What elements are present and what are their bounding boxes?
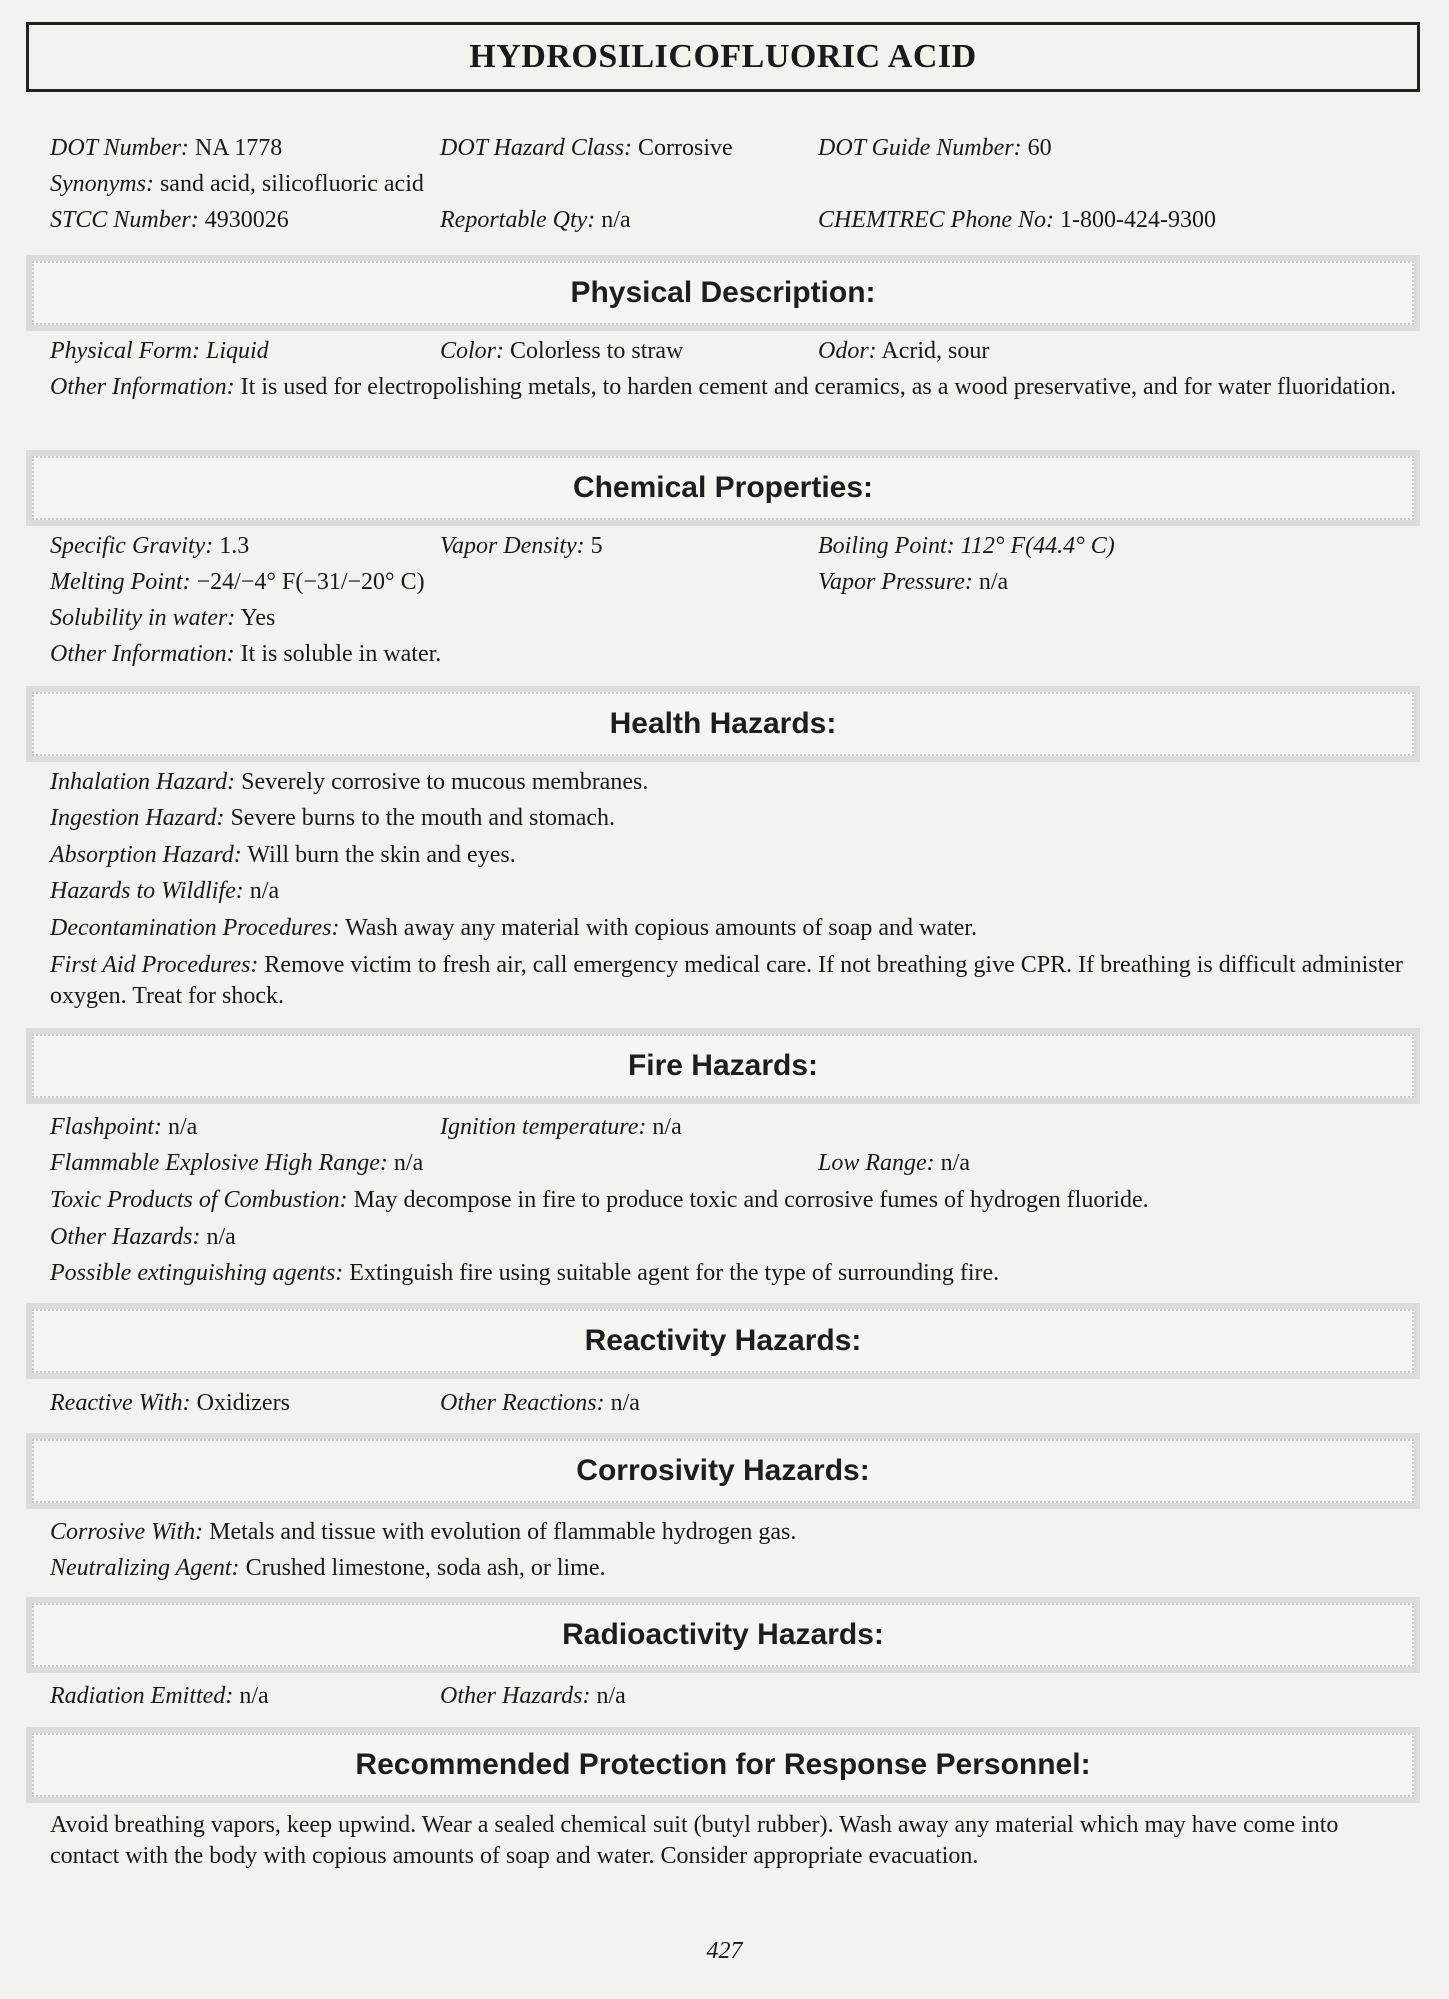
section-heading-protection: Recommended Protection for Response Personnel: xyxy=(26,1727,1420,1803)
synonyms-label: Synonyms: xyxy=(50,171,154,197)
reportable-qty-value: n/a xyxy=(601,207,631,233)
physical-form xyxy=(50,336,269,366)
specific-gravity xyxy=(50,531,249,561)
boiling-point xyxy=(818,531,1115,561)
chemical-other-label: Other Information: xyxy=(50,641,235,667)
stcc-number-label: STCC Number: xyxy=(50,207,199,233)
section-heading-radioactivity: Radioactivity Hazards: xyxy=(26,1597,1420,1673)
fire-other-hazards xyxy=(50,1222,236,1252)
reportable-qty xyxy=(440,205,631,235)
reactive-with xyxy=(50,1388,290,1418)
physical-odor-label: Odor: xyxy=(818,338,877,364)
extinguishing-value: Extinguish fire using suitable agent for the type of surrounding fire. xyxy=(349,1260,1000,1286)
vapor-density-value: 5 xyxy=(590,533,603,559)
physical-odor-value: Acrid, sour xyxy=(881,338,990,364)
physical-other-value: It is used for electropolishing metals, to harden cement and ceramics, as a wood preservative, and for water fluoridation. xyxy=(240,374,1397,400)
chemtrec-phone-label: CHEMTREC Phone No: xyxy=(818,207,1054,233)
dot-hazard-class xyxy=(440,133,733,163)
ingestion-hazard xyxy=(50,803,615,833)
vapor-density xyxy=(440,531,603,561)
inhalation-value: Severely corrosive to mucous membranes. xyxy=(241,769,649,795)
dot-hazard-class-value: Corrosive xyxy=(638,135,733,161)
other-reactions-value: n/a xyxy=(610,1390,640,1416)
decontamination-label: Decontamination Procedures: xyxy=(50,915,340,941)
radiation-emitted xyxy=(50,1681,269,1711)
extinguishing-label: Possible extinguishing agents: xyxy=(50,1260,344,1286)
melting-point-label: Melting Point: xyxy=(50,569,191,595)
solubility-value: Yes xyxy=(240,605,276,631)
flashpoint xyxy=(50,1112,197,1142)
flashpoint-label: Flashpoint: xyxy=(50,1114,162,1140)
reactive-with-label: Reactive With: xyxy=(50,1390,191,1416)
wildlife-value: n/a xyxy=(249,878,280,904)
extinguishing-agents xyxy=(50,1258,999,1288)
low-range-label: Low Range: xyxy=(818,1150,935,1176)
section-heading-health: Health Hazards: xyxy=(26,686,1420,762)
dot-hazard-class-label: DOT Hazard Class: xyxy=(440,135,633,161)
solubility-label: Solubility in water: xyxy=(50,605,236,631)
page-number: 427 xyxy=(706,1938,743,1964)
boiling-point-label: Boiling Point: xyxy=(818,533,955,559)
chemical-other-value: It is soluble in water. xyxy=(240,641,442,667)
corrosive-with xyxy=(50,1517,796,1547)
first-aid-label: First Aid Procedures: xyxy=(50,952,259,978)
physical-odor xyxy=(818,336,989,366)
first-aid-value: Remove victim to fresh air, call emergency medical care. If not breathing give CPR. If breathing is difficult administer oxygen. Treat for shock. xyxy=(50,952,1403,1009)
section-heading-corrosivity: Corrosivity Hazards: xyxy=(26,1433,1420,1509)
section-heading-reactivity: Reactivity Hazards: xyxy=(26,1303,1420,1379)
ingestion-value: Severe burns to the mouth and stomach. xyxy=(230,805,616,831)
chemtrec-phone xyxy=(818,205,1216,235)
low-range-value: n/a xyxy=(940,1150,970,1176)
toxic-products-value: May decompose in fire to produce toxic and corrosive fumes of hydrogen fluoride. xyxy=(353,1187,1149,1213)
vapor-density-label: Vapor Density: xyxy=(440,533,585,559)
reportable-qty-label: Reportable Qty: xyxy=(440,207,596,233)
vapor-pressure-value: n/a xyxy=(978,569,1009,595)
radio-other-hazards-value: n/a xyxy=(596,1683,626,1709)
physical-color-label: Color: xyxy=(440,338,505,364)
stcc-number-value: 4930026 xyxy=(204,207,289,233)
section-heading-fire: Fire Hazards: xyxy=(26,1028,1420,1104)
melting-point-value: −24/−4° F(−31/−20° C) xyxy=(196,569,425,595)
neutralizing-agent xyxy=(50,1553,606,1583)
wildlife-label: Hazards to Wildlife: xyxy=(50,878,244,904)
flashpoint-value: n/a xyxy=(168,1114,198,1140)
ingestion-label: Ingestion Hazard: xyxy=(50,805,225,831)
inhalation-hazard xyxy=(50,767,648,797)
section-heading-chemical: Chemical Properties: xyxy=(26,450,1420,526)
solubility xyxy=(50,603,275,633)
high-range-label: Flammable Explosive High Range: xyxy=(50,1150,388,1176)
inhalation-label: Inhalation Hazard: xyxy=(50,769,236,795)
toxic-products-label: Toxic Products of Combustion: xyxy=(50,1187,348,1213)
corrosive-with-value: Metals and tissue with evolution of flammable hydrogen gas. xyxy=(209,1519,797,1545)
dot-guide-number xyxy=(818,133,1052,163)
fire-other-hazards-label: Other Hazards: xyxy=(50,1224,201,1250)
absorption-value: Will burn the skin and eyes. xyxy=(247,842,516,868)
radio-other-hazards xyxy=(440,1681,626,1711)
radio-other-hazards-label: Other Hazards: xyxy=(440,1683,591,1709)
synonyms xyxy=(50,169,424,199)
dot-number-label: DOT Number: xyxy=(50,135,189,161)
section-heading-physical: Physical Description: xyxy=(26,255,1420,331)
high-range-value: n/a xyxy=(393,1150,424,1176)
physical-form-label: Physical Form: xyxy=(50,338,200,364)
physical-other-label: Other Information: xyxy=(50,374,235,400)
chemical-other-info xyxy=(50,639,441,669)
absorption-label: Absorption Hazard: xyxy=(50,842,242,868)
decontamination-value: Wash away any material with copious amounts of soap and water. xyxy=(345,915,977,941)
ignition-value: n/a xyxy=(652,1114,682,1140)
decontamination xyxy=(50,913,977,943)
corrosive-with-label: Corrosive With: xyxy=(50,1519,204,1545)
chemtrec-phone-value: 1-800-424-9300 xyxy=(1059,207,1216,233)
toxic-products xyxy=(50,1185,1149,1215)
ignition-temperature xyxy=(440,1112,682,1142)
stcc-number xyxy=(50,205,289,235)
specific-gravity-value: 1.3 xyxy=(219,533,250,559)
boiling-point-value: 112° F(44.4° C) xyxy=(960,533,1115,559)
vapor-pressure-label: Vapor Pressure: xyxy=(818,569,973,595)
other-reactions xyxy=(440,1388,640,1418)
high-range xyxy=(50,1148,423,1178)
specific-gravity-label: Specific Gravity: xyxy=(50,533,214,559)
radiation-label: Radiation Emitted: xyxy=(50,1683,234,1709)
dot-number-value: NA 1778 xyxy=(194,135,283,161)
neutralizing-label: Neutralizing Agent: xyxy=(50,1555,240,1581)
other-reactions-label: Other Reactions: xyxy=(440,1390,605,1416)
vapor-pressure xyxy=(818,567,1008,597)
low-range xyxy=(818,1148,970,1178)
reactive-with-value: Oxidizers xyxy=(196,1390,290,1416)
fire-other-hazards-value: n/a xyxy=(206,1224,236,1250)
physical-form-value: Liquid xyxy=(205,338,269,364)
protection-text: Avoid breathing vapors, keep upwind. Wear a sealed chemical suit (butyl rubber). Wash away any material which may have come into contact with the body with copious amounts of soap and water. Consider appropriate evacuation. xyxy=(50,1812,1339,1869)
document-title: HYDROSILICOFLUORIC ACID xyxy=(26,22,1420,92)
neutralizing-value: Crushed limestone, soda ash, or lime. xyxy=(245,1555,606,1581)
physical-other-info xyxy=(50,372,1420,403)
dot-number xyxy=(50,133,282,163)
melting-point xyxy=(50,567,425,597)
absorption-hazard xyxy=(50,840,516,870)
ignition-label: Ignition temperature: xyxy=(440,1114,647,1140)
first-aid xyxy=(50,950,1420,1012)
dot-guide-number-value: 60 xyxy=(1027,135,1052,161)
dot-guide-number-label: DOT Guide Number: xyxy=(818,135,1022,161)
wildlife-hazard xyxy=(50,876,279,906)
radiation-value: n/a xyxy=(239,1683,269,1709)
synonyms-value: sand acid, silicofluoric acid xyxy=(159,171,424,197)
physical-color xyxy=(440,336,683,366)
physical-color-value: Colorless to straw xyxy=(510,338,684,364)
